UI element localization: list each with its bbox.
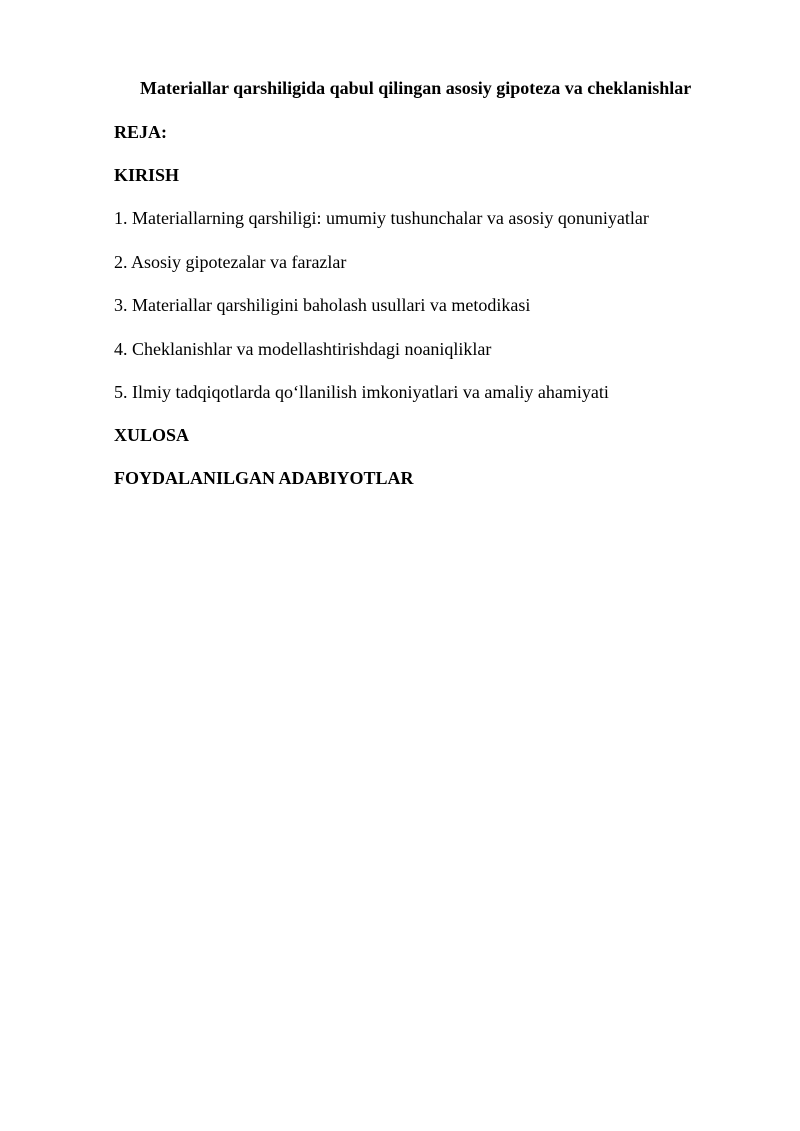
document-title: Materiallar qarshiligida qabul qilingan asosiy gipoteza va cheklanishlar bbox=[140, 78, 692, 98]
conclusion-heading: XULOSA bbox=[114, 425, 190, 445]
intro-heading: KIRISH bbox=[114, 165, 180, 185]
plan-item-3: 3. Materiallar qarshiligini baholash usullari va metodikasi bbox=[114, 295, 531, 315]
plan-heading: REJA: bbox=[114, 122, 167, 142]
plan-item-5: 5. Ilmiy tadqiqotlarda qo‘llanilish imkoniyatlari va amaliy ahamiyati bbox=[114, 382, 609, 402]
plan-item-4: 4. Cheklanishlar va modellashtirishdagi noaniqliklar bbox=[114, 339, 492, 359]
plan-item-2: 2. Asosiy gipotezalar va farazlar bbox=[114, 252, 347, 272]
plan-item-1: 1. Materiallarning qarshiligi: umumiy tushunchalar va asosiy qonuniyatlar bbox=[114, 208, 649, 228]
references-heading: FOYDALANILGAN ADABIYOTLAR bbox=[114, 468, 414, 488]
